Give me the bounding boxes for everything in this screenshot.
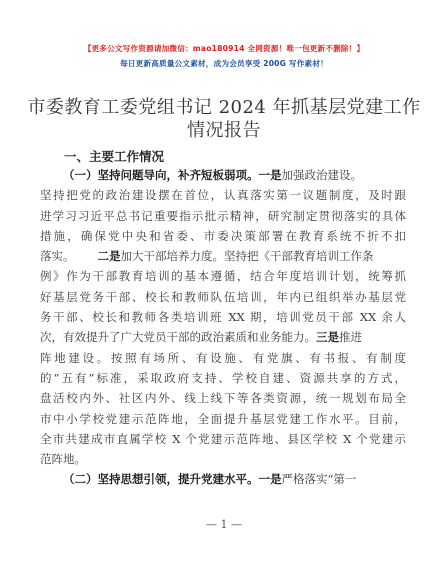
subsection-heading-1: （一）坚持问题导向，补齐短板弱项。 [63, 168, 259, 182]
promo-banner-line2: 每日更新高质量公文素材，成为会员享受 200G 写作素材！ [120, 59, 328, 68]
document-title-line2: 情况报告 [187, 120, 261, 141]
document-title-line1: 市委教育工委党组书记 2024 年抓基层党建工作 [27, 97, 421, 118]
body-line: 例》作为干部教育培训的基本遵循，结合年度培训计划，统筹抓 [40, 269, 406, 284]
point-text: 严格落实“第一 [281, 472, 357, 487]
body-text: 次，有效提升了广大党员干部的政治素质和业务能力。 [40, 330, 316, 345]
body-line: 好基层党务干部、校长和教师队伍培训，年内已组织举办基层党 [40, 289, 406, 304]
promo-banner-line1: 【更多公文写作资源请加微信：mao180914 全网资源！唯一包更新不删除！】 [83, 44, 365, 53]
point-text: 推进 [339, 330, 362, 345]
body-line-with-point [40, 327, 406, 347]
body-line: 务干部、校长和教师各类培训班 XX 期，培训党员干部 XX 余人 [40, 310, 406, 325]
point-label: 二是 [97, 249, 121, 264]
body-line: 措施，确保党中央和省委、市委决策部署在教育系统不折不扣 [40, 228, 406, 243]
paragraph-2-lead [40, 469, 406, 489]
point-label: 一是 [258, 168, 282, 182]
point-label: 一是 [258, 472, 282, 487]
subsection-heading-2: （二）坚持思想引领，提升党建水平。 [63, 472, 259, 487]
page-number: — 1 — [206, 518, 242, 531]
body-line: 范阵地。 [40, 452, 86, 467]
point-label: 三是 [316, 330, 339, 345]
point-text: 加强政治建设。 [281, 168, 362, 182]
section-heading: 一、主要工作情况 [64, 149, 165, 164]
body-text: 落实。 [40, 249, 75, 264]
body-line: 进学习习近平总书记重要指示批示精神，研究制定贯彻落实的具体 [40, 208, 406, 223]
point-text: 加大干部培养力度。坚持把《干部教育培训工作条 [120, 249, 374, 264]
body-line: 坚持把党的政治建设摆在首位，认真落实第一议题制度，及时跟 [40, 188, 406, 203]
body-line: 市中小学校党建示范阵地，全面提升基层党建工作水平。目前， [40, 411, 406, 426]
body-line: 全市共建成市直属学校 X 个党建示范阵地、县区学校 X 个党建示 [40, 431, 406, 446]
body-line: 阵地建设。按照有场所、有设施、有党旗、有书报、有制度 [40, 350, 406, 365]
document-body [40, 165, 406, 490]
body-line: 的“五有”标准，采取政府支持、学校自建、资源共享的方式， [40, 370, 406, 385]
body-line-with-point [40, 246, 406, 266]
paragraph-1-lead [40, 165, 406, 185]
body-line: 盘活校内外、社区内外、线上线下等各类资源，统一规划布局全 [40, 391, 406, 406]
